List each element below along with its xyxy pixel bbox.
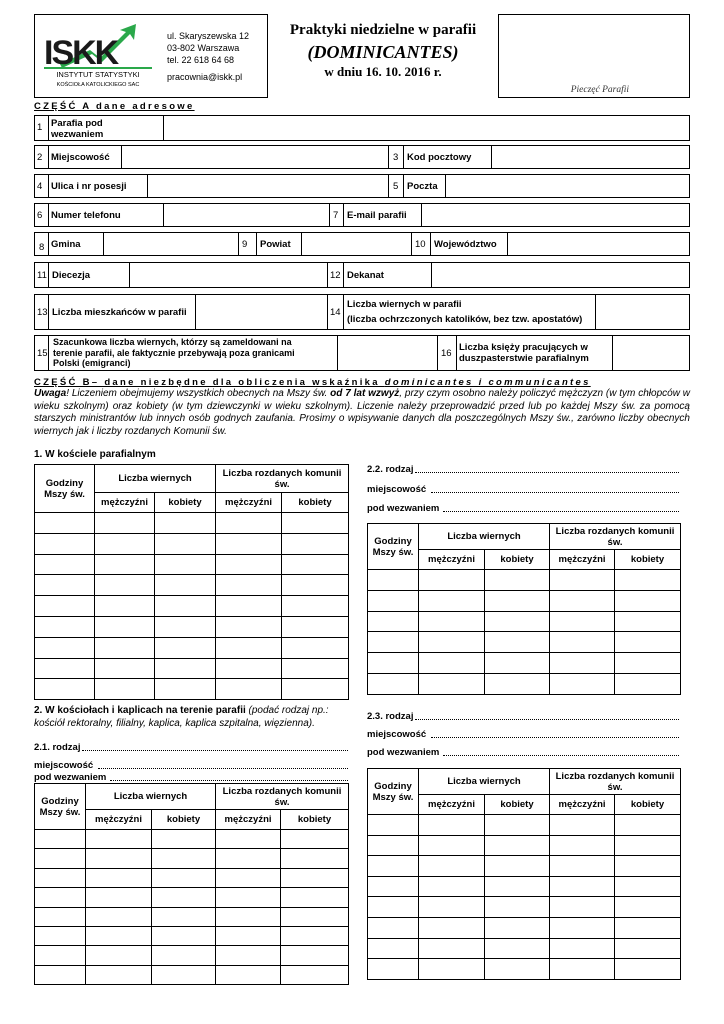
table-cell[interactable] xyxy=(155,658,216,679)
women-header: kobiety xyxy=(615,795,681,815)
section-2-title-bold: 2. W kościołach i kaplicach na terenie parafii xyxy=(34,705,246,716)
table-cell[interactable] xyxy=(35,637,95,658)
row-street xyxy=(34,174,690,198)
mass-table-2-2 xyxy=(367,523,681,695)
table-row xyxy=(35,533,349,554)
table-cell[interactable] xyxy=(35,926,86,945)
num-7: 7 xyxy=(333,210,339,221)
table-cell[interactable] xyxy=(95,616,155,637)
table-cell[interactable] xyxy=(155,637,216,658)
num-9: 9 xyxy=(242,239,248,250)
table-cell[interactable] xyxy=(550,835,615,856)
table-cell[interactable] xyxy=(615,590,681,611)
table-cell[interactable] xyxy=(485,673,550,694)
num-10: 10 xyxy=(415,239,426,250)
table-cell[interactable] xyxy=(35,830,86,849)
table-cell[interactable] xyxy=(485,835,550,856)
table-cell[interactable] xyxy=(485,917,550,938)
table-cell[interactable] xyxy=(281,888,349,907)
table-cell[interactable] xyxy=(281,907,349,926)
table-cell[interactable] xyxy=(485,590,550,611)
table-cell[interactable] xyxy=(35,868,86,887)
table-cell[interactable] xyxy=(152,868,216,887)
field-2-1-town[interactable]: miejscowość xyxy=(34,760,348,771)
field-2-1-dedication[interactable]: pod wezwaniem xyxy=(34,772,348,783)
table-cell[interactable] xyxy=(368,938,419,959)
street-label: Ulica i nr posesji xyxy=(51,181,127,192)
table-cell[interactable] xyxy=(485,815,550,836)
table-row xyxy=(35,679,349,700)
note-bold: od 7 lat wzwyż xyxy=(330,388,400,399)
address-city: 03-802 Warszawa xyxy=(167,43,240,53)
table-row xyxy=(368,653,681,674)
table-cell[interactable] xyxy=(419,917,485,938)
table-cell[interactable] xyxy=(216,849,281,868)
table-cell[interactable] xyxy=(95,533,155,554)
num-11: 11 xyxy=(37,270,47,281)
table-row xyxy=(368,856,681,877)
table-cell[interactable] xyxy=(615,835,681,856)
table-cell[interactable] xyxy=(95,554,155,575)
table-cell[interactable] xyxy=(35,658,95,679)
field-2-1-type[interactable]: 2.1. rodzaj xyxy=(34,742,348,753)
faithful-header: Liczba wiernych xyxy=(95,465,216,493)
commune-label: Gmina xyxy=(51,239,81,250)
table-cell[interactable] xyxy=(550,611,615,632)
logo-letters: ISKK xyxy=(44,34,118,72)
table-cell[interactable] xyxy=(281,946,349,965)
table-cell[interactable] xyxy=(419,835,485,856)
table-cell[interactable] xyxy=(419,653,485,674)
table-cell[interactable] xyxy=(86,926,152,945)
num-15: 15 xyxy=(37,348,48,359)
table-cell[interactable] xyxy=(368,632,419,653)
table-cell[interactable] xyxy=(615,673,681,694)
table-row xyxy=(35,926,349,945)
table-cell[interactable] xyxy=(419,673,485,694)
table-cell[interactable] xyxy=(550,590,615,611)
field-2-2-dedication[interactable]: pod wezwaniem xyxy=(367,503,679,514)
table-row xyxy=(368,611,681,632)
table-cell[interactable] xyxy=(35,575,95,596)
table-cell[interactable] xyxy=(216,596,282,617)
title-line2: (DOMINICANTES) xyxy=(307,42,459,62)
table-cell[interactable] xyxy=(615,897,681,918)
hours-header: Godziny Mszy św. xyxy=(35,465,95,513)
email-label: E-mail parafii xyxy=(347,210,407,221)
stamp-label: Pieczęć Parafii xyxy=(570,85,629,95)
field-2-3-town[interactable]: miejscowość xyxy=(367,729,679,740)
table-cell[interactable] xyxy=(485,938,550,959)
mass-table-1 xyxy=(34,464,349,700)
num-1: 1 xyxy=(37,122,43,133)
table-cell[interactable] xyxy=(485,959,550,980)
table-cell[interactable] xyxy=(615,856,681,877)
table-cell[interactable] xyxy=(281,830,349,849)
hours-header: Godziny Mszy św. xyxy=(368,524,419,570)
table-cell[interactable] xyxy=(155,596,216,617)
men-header: mężczyźni xyxy=(216,493,282,513)
table-cell[interactable] xyxy=(368,856,419,877)
table-cell[interactable] xyxy=(485,897,550,918)
field-2-2-town[interactable]: miejscowość xyxy=(367,484,679,495)
table-cell[interactable] xyxy=(368,570,419,591)
table-cell[interactable] xyxy=(152,830,216,849)
men-header: mężczyźni xyxy=(216,810,281,830)
table-cell[interactable] xyxy=(615,876,681,897)
table-cell[interactable] xyxy=(550,570,615,591)
num-12: 12 xyxy=(330,270,341,281)
deanery-label: Dekanat xyxy=(347,270,384,281)
table-cell[interactable] xyxy=(615,653,681,674)
communion-header: Liczba rozdanych komunii św. xyxy=(216,465,349,493)
parish-label: Parafia pod wezwaniem xyxy=(51,118,104,140)
table-row xyxy=(368,917,681,938)
num-2: 2 xyxy=(37,152,43,163)
table-cell[interactable] xyxy=(550,917,615,938)
table-row xyxy=(35,965,349,984)
table-cell[interactable] xyxy=(419,570,485,591)
diocese-label: Diecezja xyxy=(52,270,91,281)
table-cell[interactable] xyxy=(95,658,155,679)
table-cell[interactable] xyxy=(368,917,419,938)
table-cell[interactable] xyxy=(216,616,282,637)
table-cell[interactable] xyxy=(550,938,615,959)
table-row xyxy=(368,938,681,959)
table-row xyxy=(35,868,349,887)
faithful-label: Liczba wiernych w parafii xyxy=(347,299,462,310)
table-cell[interactable] xyxy=(35,849,86,868)
section-2-title xyxy=(34,705,350,730)
table-cell[interactable] xyxy=(368,897,419,918)
communion-header: Liczba rozdanych komunii św. xyxy=(550,524,681,550)
table-cell[interactable] xyxy=(35,946,86,965)
table-row xyxy=(35,830,349,849)
table-row xyxy=(35,946,349,965)
part-b-note xyxy=(34,388,690,438)
table-cell[interactable] xyxy=(282,575,349,596)
table-row xyxy=(35,575,349,596)
row-parish xyxy=(34,115,690,141)
table-cell[interactable] xyxy=(368,835,419,856)
women-header: kobiety xyxy=(282,493,349,513)
table-cell[interactable] xyxy=(155,513,216,534)
table-cell[interactable] xyxy=(550,959,615,980)
table-row xyxy=(35,554,349,575)
women-header: kobiety xyxy=(485,550,550,570)
table-cell[interactable] xyxy=(95,596,155,617)
table-row xyxy=(35,637,349,658)
table-cell[interactable] xyxy=(86,868,152,887)
table-cell[interactable] xyxy=(216,637,282,658)
hours-header: Godziny Mszy św. xyxy=(35,784,86,830)
num-8: 8 xyxy=(39,242,45,253)
table-cell[interactable] xyxy=(216,946,281,965)
part-a-heading: CZĘŚĆ A dane adresowe xyxy=(34,101,195,112)
row-emigrants xyxy=(34,335,690,371)
table-cell[interactable] xyxy=(485,611,550,632)
table-cell[interactable] xyxy=(35,907,86,926)
table-cell[interactable] xyxy=(550,673,615,694)
logo-line2: KOŚCIOŁA KATOLICKIEGO SAC xyxy=(56,82,140,88)
row-commune xyxy=(34,232,690,256)
table-cell[interactable] xyxy=(86,946,152,965)
table-cell[interactable] xyxy=(216,658,282,679)
table-cell[interactable] xyxy=(419,590,485,611)
women-header: kobiety xyxy=(152,810,216,830)
table-cell[interactable] xyxy=(282,533,349,554)
table-cell[interactable] xyxy=(282,554,349,575)
communion-header: Liczba rozdanych komunii św. xyxy=(550,769,681,795)
table-row xyxy=(368,959,681,980)
table-cell[interactable] xyxy=(368,876,419,897)
field-2-3-type[interactable]: 2.3. rodzaj xyxy=(367,711,679,722)
postcode-label: Kod pocztowy xyxy=(407,152,472,163)
table-cell[interactable] xyxy=(216,926,281,945)
table-cell[interactable] xyxy=(35,888,86,907)
table-cell[interactable] xyxy=(485,632,550,653)
residents-label: Liczba mieszkańców w parafii xyxy=(52,307,187,318)
women-header: kobiety xyxy=(615,550,681,570)
table-cell[interactable] xyxy=(368,815,419,836)
table-cell[interactable] xyxy=(550,876,615,897)
table-cell[interactable] xyxy=(216,888,281,907)
table-cell[interactable] xyxy=(152,926,216,945)
table-cell[interactable] xyxy=(550,897,615,918)
num-4: 4 xyxy=(37,181,43,192)
table-cell[interactable] xyxy=(86,830,152,849)
table-cell[interactable] xyxy=(95,575,155,596)
priests-label: Liczba księży pracujących w duszpasterstwie parafialnym xyxy=(459,342,589,364)
table-cell[interactable] xyxy=(419,632,485,653)
table-cell[interactable] xyxy=(419,959,485,980)
address-street: ul. Skaryszewska 12 xyxy=(167,31,250,41)
men-header: mężczyźni xyxy=(95,493,155,513)
table-cell[interactable] xyxy=(485,856,550,877)
table-cell[interactable] xyxy=(368,959,419,980)
num-16: 16 xyxy=(441,348,452,359)
logo-line1: INSTYTUT STATYSTYKI xyxy=(56,70,140,79)
table-cell[interactable] xyxy=(155,616,216,637)
table-cell[interactable] xyxy=(216,554,282,575)
mass-table-2-1 xyxy=(34,783,349,985)
field-2-2-type[interactable]: 2.2. rodzaj xyxy=(367,464,679,475)
row-phone xyxy=(34,203,690,227)
table-cell[interactable] xyxy=(155,575,216,596)
table-cell[interactable] xyxy=(550,653,615,674)
table-cell[interactable] xyxy=(615,815,681,836)
table-cell[interactable] xyxy=(282,679,349,700)
table-cell[interactable] xyxy=(282,658,349,679)
table-cell[interactable] xyxy=(368,653,419,674)
table-cell[interactable] xyxy=(419,856,485,877)
title-date: w dniu 16. 10. 2016 r. xyxy=(324,64,442,79)
logo-graphic xyxy=(40,20,158,90)
table-cell[interactable] xyxy=(216,575,282,596)
table-row xyxy=(35,849,349,868)
table-cell[interactable] xyxy=(281,965,349,984)
table-cell[interactable] xyxy=(282,637,349,658)
table-cell[interactable] xyxy=(35,513,95,534)
table-cell[interactable] xyxy=(615,632,681,653)
table-cell[interactable] xyxy=(550,632,615,653)
table-cell[interactable] xyxy=(95,513,155,534)
address xyxy=(167,30,249,83)
note-text-1: ! Liczeniem obejmujemy wszystkich obecnych na Mszy św. xyxy=(66,388,331,399)
title-block xyxy=(270,20,496,80)
women-header: kobiety xyxy=(155,493,216,513)
table-cell[interactable] xyxy=(35,616,95,637)
table-row xyxy=(368,570,681,591)
table-cell[interactable] xyxy=(155,533,216,554)
emigrants-label: Szacunkowa liczba wiernych, którzy są zameldowani na terenie parafii, ale faktycznie przebywają poza granicami Polski (emigranci) xyxy=(53,337,295,368)
table-cell[interactable] xyxy=(216,533,282,554)
table-cell[interactable] xyxy=(86,965,152,984)
table-cell[interactable] xyxy=(155,679,216,700)
men-header: mężczyźni xyxy=(419,795,485,815)
table-cell[interactable] xyxy=(615,611,681,632)
table-row xyxy=(368,632,681,653)
town-label: Miejscowość xyxy=(51,152,110,163)
table-cell[interactable] xyxy=(368,611,419,632)
table-cell[interactable] xyxy=(216,868,281,887)
table-cell[interactable] xyxy=(282,616,349,637)
table-cell[interactable] xyxy=(615,938,681,959)
women-header: kobiety xyxy=(281,810,349,830)
men-header: mężczyźni xyxy=(419,550,485,570)
table-cell[interactable] xyxy=(35,554,95,575)
table-cell[interactable] xyxy=(281,926,349,945)
num-13: 13 xyxy=(37,307,48,318)
table-cell[interactable] xyxy=(95,679,155,700)
table-cell[interactable] xyxy=(155,554,216,575)
table-cell[interactable] xyxy=(615,917,681,938)
part-b-heading-italic: dominicantes i communicantes xyxy=(384,377,591,388)
table-row xyxy=(35,616,349,637)
table-cell[interactable] xyxy=(550,856,615,877)
table-cell[interactable] xyxy=(282,513,349,534)
table-cell[interactable] xyxy=(152,849,216,868)
section-1-title: 1. W kościele parafialnym xyxy=(34,449,156,460)
logo xyxy=(40,20,158,90)
county-label: Powiat xyxy=(260,239,291,250)
num-14: 14 xyxy=(330,307,341,318)
table-cell[interactable] xyxy=(35,965,86,984)
section-2-title-italic: (podać rodzaj np.: kościół rektoralny, filialny, kaplica, kaplica szpitalna, więzienna). xyxy=(34,705,329,729)
post-office-label: Poczta xyxy=(407,181,438,192)
table-cell[interactable] xyxy=(281,868,349,887)
part-b-heading xyxy=(34,377,591,388)
table-cell[interactable] xyxy=(419,897,485,918)
table-cell[interactable] xyxy=(152,907,216,926)
voivodeship-label: Województwo xyxy=(434,239,497,250)
table-row xyxy=(368,876,681,897)
table-cell[interactable] xyxy=(216,965,281,984)
table-cell[interactable] xyxy=(216,830,281,849)
table-cell[interactable] xyxy=(35,596,95,617)
table-cell[interactable] xyxy=(216,513,282,534)
table-cell[interactable] xyxy=(281,849,349,868)
table-row xyxy=(368,815,681,836)
mass-table-2-3 xyxy=(367,768,681,980)
row-residents xyxy=(34,294,690,330)
hours-header: Godziny Mszy św. xyxy=(368,769,419,815)
table-cell[interactable] xyxy=(368,590,419,611)
faithful-header: Liczba wiernych xyxy=(419,524,550,550)
table-cell[interactable] xyxy=(35,679,95,700)
phone-label: Numer telefonu xyxy=(51,210,121,221)
table-cell[interactable] xyxy=(86,907,152,926)
table-cell[interactable] xyxy=(86,888,152,907)
num-3: 3 xyxy=(393,152,399,163)
table-cell[interactable] xyxy=(550,815,615,836)
table-cell[interactable] xyxy=(152,946,216,965)
table-cell[interactable] xyxy=(485,876,550,897)
row-diocese xyxy=(34,262,690,288)
table-cell[interactable] xyxy=(216,679,282,700)
table-row xyxy=(35,658,349,679)
table-cell[interactable] xyxy=(368,673,419,694)
address-phone: tel. 22 618 64 68 xyxy=(167,55,235,65)
note-uwaga: Uwaga xyxy=(34,388,67,399)
table-row xyxy=(35,513,349,534)
table-cell[interactable] xyxy=(282,596,349,617)
men-header: mężczyźni xyxy=(550,550,615,570)
field-2-3-dedication[interactable]: pod wezwaniem xyxy=(367,747,679,758)
table-row xyxy=(368,673,681,694)
table-row xyxy=(368,897,681,918)
table-row xyxy=(368,835,681,856)
table-cell[interactable] xyxy=(419,611,485,632)
num-5: 5 xyxy=(393,181,399,192)
table-cell[interactable] xyxy=(615,570,681,591)
address-email: pracownia@iskk.pl xyxy=(167,72,243,82)
table-row xyxy=(368,590,681,611)
table-cell[interactable] xyxy=(615,959,681,980)
table-row xyxy=(35,907,349,926)
table-cell[interactable] xyxy=(86,849,152,868)
communion-header: Liczba rozdanych komunii św. xyxy=(216,784,349,810)
women-header: kobiety xyxy=(485,795,550,815)
table-row xyxy=(35,888,349,907)
table-cell[interactable] xyxy=(95,637,155,658)
stamp-box xyxy=(498,14,690,98)
men-header: mężczyźni xyxy=(550,795,615,815)
table-cell[interactable] xyxy=(419,815,485,836)
faithful-sublabel: (liczba ochrzczonych katolików, bez tzw. apostatów) xyxy=(347,314,583,325)
table-cell[interactable] xyxy=(152,965,216,984)
table-cell[interactable] xyxy=(152,888,216,907)
table-cell[interactable] xyxy=(419,938,485,959)
table-cell[interactable] xyxy=(419,876,485,897)
note-text-2: , przy czym osobno należy policzyć mężczyzn (w tym chłopców w wieku szkolnym) oraz kobiety (w tym dziewczynki w wieku szkolnym). Liczenie należy przeprowadzić przed lub po każdej Mszy św. za pomocą starszych ministrantów lub innych osób godnych zaufania. Prosimy o wpisywanie danych dla poszczególnych Mszy św., zarówno liczby obecnych wiernych jak i liczby rozdanych Komunii św. xyxy=(34,388,690,437)
num-6: 6 xyxy=(37,210,43,221)
table-cell[interactable] xyxy=(216,907,281,926)
title-line1: Praktyki niedzielne w parafii xyxy=(289,22,477,38)
table-cell[interactable] xyxy=(35,533,95,554)
faithful-header: Liczba wiernych xyxy=(419,769,550,795)
row-town xyxy=(34,145,690,169)
table-cell[interactable] xyxy=(485,570,550,591)
table-row xyxy=(35,596,349,617)
men-header: mężczyźni xyxy=(86,810,152,830)
part-b-heading-main: CZĘŚĆ B– dane niezbędne dla obliczenia wskaźnika xyxy=(34,377,385,388)
table-cell[interactable] xyxy=(485,653,550,674)
faithful-header: Liczba wiernych xyxy=(86,784,216,810)
